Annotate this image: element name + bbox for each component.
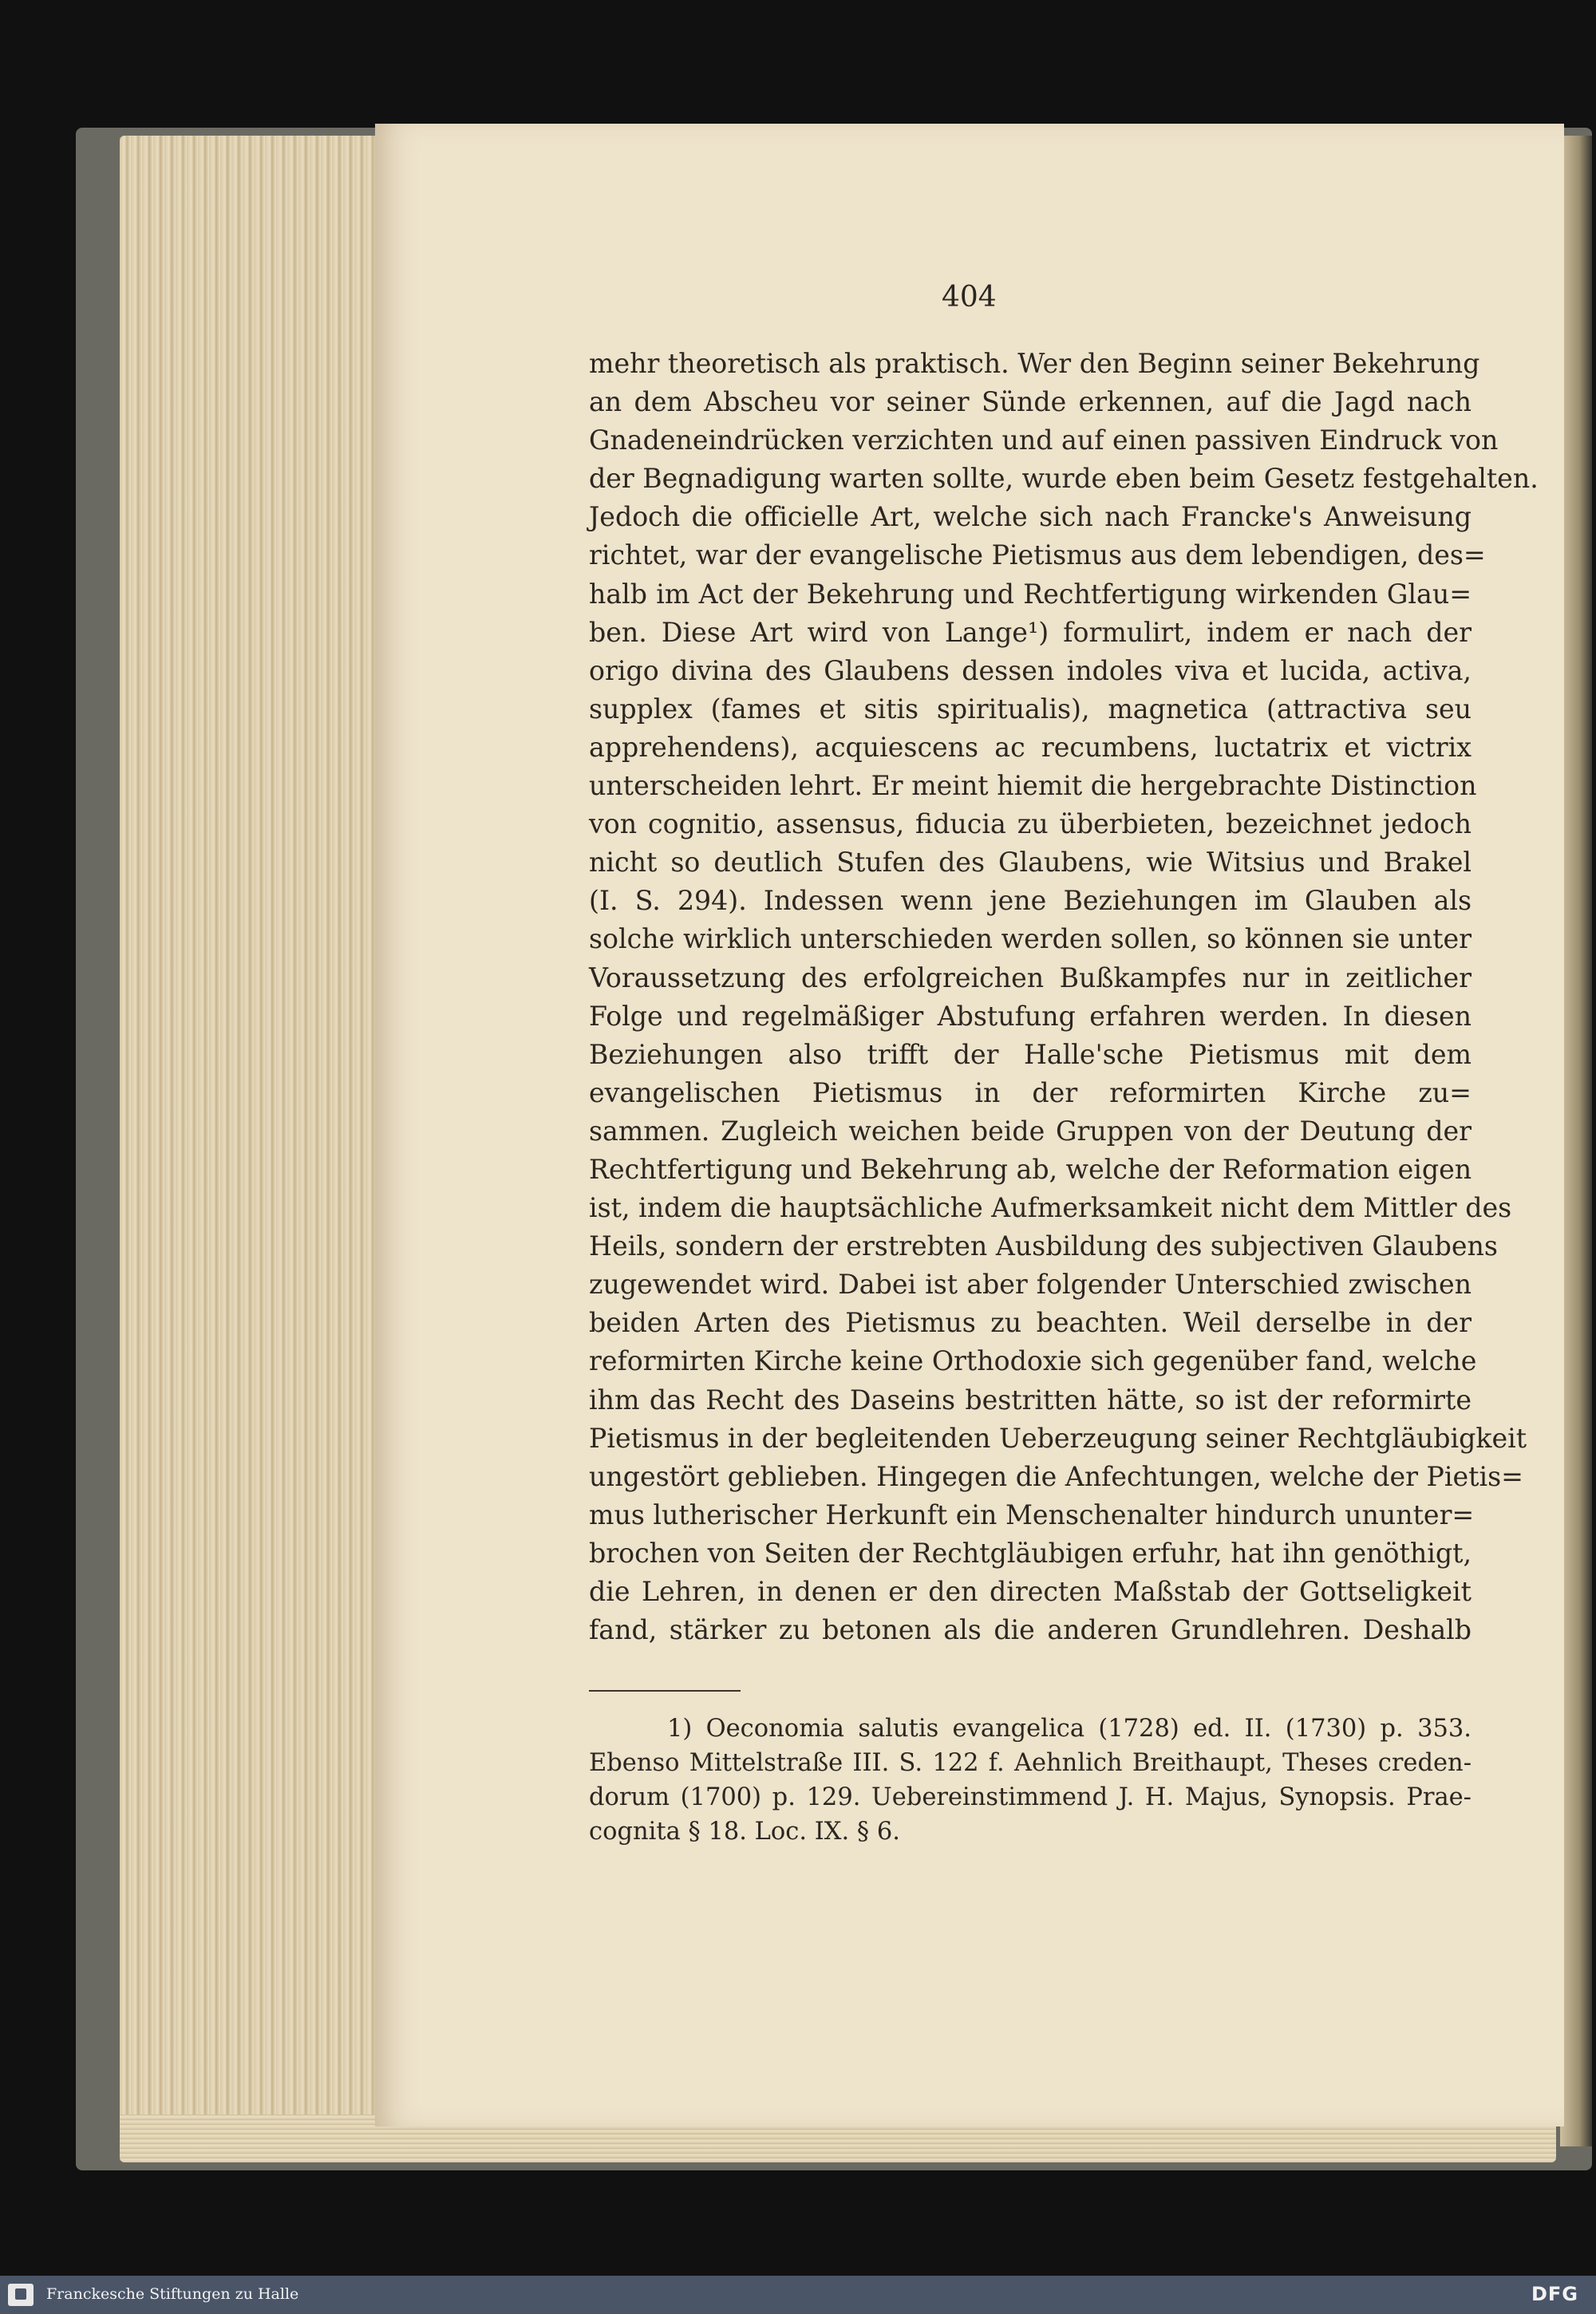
funder-logo[interactable]: DFG (1531, 2283, 1578, 2305)
text-line: supplex (fames et sitis spiritualis), magnetica (attractiva seu (589, 693, 1472, 725)
text-line: unterscheiden lehrt. Er meint hiemit die hergebrachte Distinction (589, 770, 1477, 802)
text-line: Jedoch die officielle Art, welche sich nach Francke's Anweisung (589, 501, 1472, 533)
text-line: apprehendens), acquiescens ac recumbens, luctatrix et victrix (589, 731, 1472, 763)
footnotes (589, 1712, 1472, 1849)
text-line: nicht so deutlich Stufen des Glaubens, wie Witsius und Brakel (589, 847, 1472, 879)
text-line: origo divina des Glaubens dessen indoles viva et lucida, activa, (589, 654, 1472, 686)
text-line: Heils, sondern der erstrebten Ausbildung des subjectiven Glaubens (589, 1230, 1498, 1262)
viewer-bottom-bar (0, 2276, 1596, 2314)
text-line: reformirten Kirche keine Orthodoxie sich gegenüber fand, welche (589, 1345, 1477, 1377)
text-line: Beziehungen also trifft der Halle'sche Pietismus mit dem (589, 1038, 1472, 1070)
text-line: (I. S. 294). Indessen wenn jene Beziehungen im Glauben als (589, 885, 1472, 917)
text-line: fand, stärker zu betonen als die anderen Grundlehren. Deshalb (589, 1614, 1472, 1646)
book-right-edge (1560, 136, 1592, 2146)
body-text (589, 345, 1539, 1649)
text-line: brochen von Seiten der Rechtgläubigen erfuhr, hat ihn genöthigt, (589, 1537, 1472, 1569)
text-line: richtet, war der evangelische Pietismus aus dem lebendigen, des= (589, 539, 1486, 571)
text-line: ben. Diese Art wird von Lange¹) formulirt, indem er nach der (589, 616, 1472, 648)
footnote-line: 1) Oeconomia salutis evangelica (1728) ed. II. (1730) p. 353. (667, 1715, 1472, 1743)
text-line: ist, indem die hauptsächliche Aufmerksamkeit nicht dem Mittler des (589, 1192, 1512, 1224)
footnote-line: dorum (1700) p. 129. Uebereinstimmend J. H. Majus, Synopsis. Prae- (589, 1783, 1472, 1811)
text-line: von cognitio, assensus, fiducia zu überbieten, bezeichnet jedoch (589, 808, 1472, 840)
text-line: Rechtfertigung und Bekehrung ab, welche der Reformation eigen (589, 1153, 1472, 1185)
text-line: zugewendet wird. Dabei ist aber folgender Unterschied zwischen (589, 1269, 1472, 1301)
text-line: evangelischen Pietismus in der reformirten Kirche zu= (589, 1076, 1472, 1108)
text-line: die Lehren, in denen er den directen Maßstab der Gottseligkeit (589, 1576, 1472, 1607)
text-line: beiden Arten des Pietismus zu beachten. Weil derselbe in der (589, 1307, 1472, 1339)
text-line: halb im Act der Bekehrung und Rechtfertigung wirkenden Glau= (589, 578, 1472, 610)
text-line: an dem Abscheu vor seiner Sünde erkennen, auf die Jagd nach (589, 386, 1472, 418)
institution-logo-icon[interactable] (8, 2284, 34, 2306)
text-line: der Begnadigung warten sollte, wurde eben beim Gesetz festgehalten. (589, 463, 1539, 495)
footnote-line: Ebenso Mittelstraße III. S. 122 f. Aehnlich Breithaupt, Theses creden- (589, 1749, 1472, 1777)
text-line: ihm das Recht des Daseins bestritten hätte, so ist der reformirte (589, 1384, 1472, 1416)
page-number: 404 (942, 281, 997, 314)
page-block-edges (120, 136, 383, 2146)
text-line: Gnadeneindrücken verzichten und auf einen passiven Eindruck von (589, 424, 1499, 456)
footnote-rule (589, 1690, 741, 1692)
text-line: mehr theoretisch als praktisch. Wer den Beginn seiner Bekehrung (589, 348, 1480, 379)
text-line: Voraussetzung des erfolgreichen Bußkampfes nur in zeitlicher (589, 962, 1472, 993)
text-line: ungestört geblieben. Hingegen die Anfechtungen, welche der Pietis= (589, 1460, 1523, 1492)
text-line: Folge und regelmäßiger Abstufung erfahren werden. In diesen (589, 1000, 1472, 1032)
text-line: Pietismus in der begleitenden Ueberzeugung seiner Rechtgläubigkeit (589, 1422, 1527, 1454)
text-line: sammen. Zugleich weichen beide Gruppen von der Deutung der (589, 1115, 1472, 1147)
footnote-line: cognita § 18. Loc. IX. § 6. (589, 1818, 900, 1846)
institution-name[interactable]: Franckesche Stiftungen zu Halle (46, 2285, 299, 2303)
text-line: mus lutherischer Herkunft ein Menschenalter hindurch ununter= (589, 1499, 1475, 1530)
text-line: solche wirklich unterschieden werden sollen, so können sie unter (589, 923, 1472, 955)
